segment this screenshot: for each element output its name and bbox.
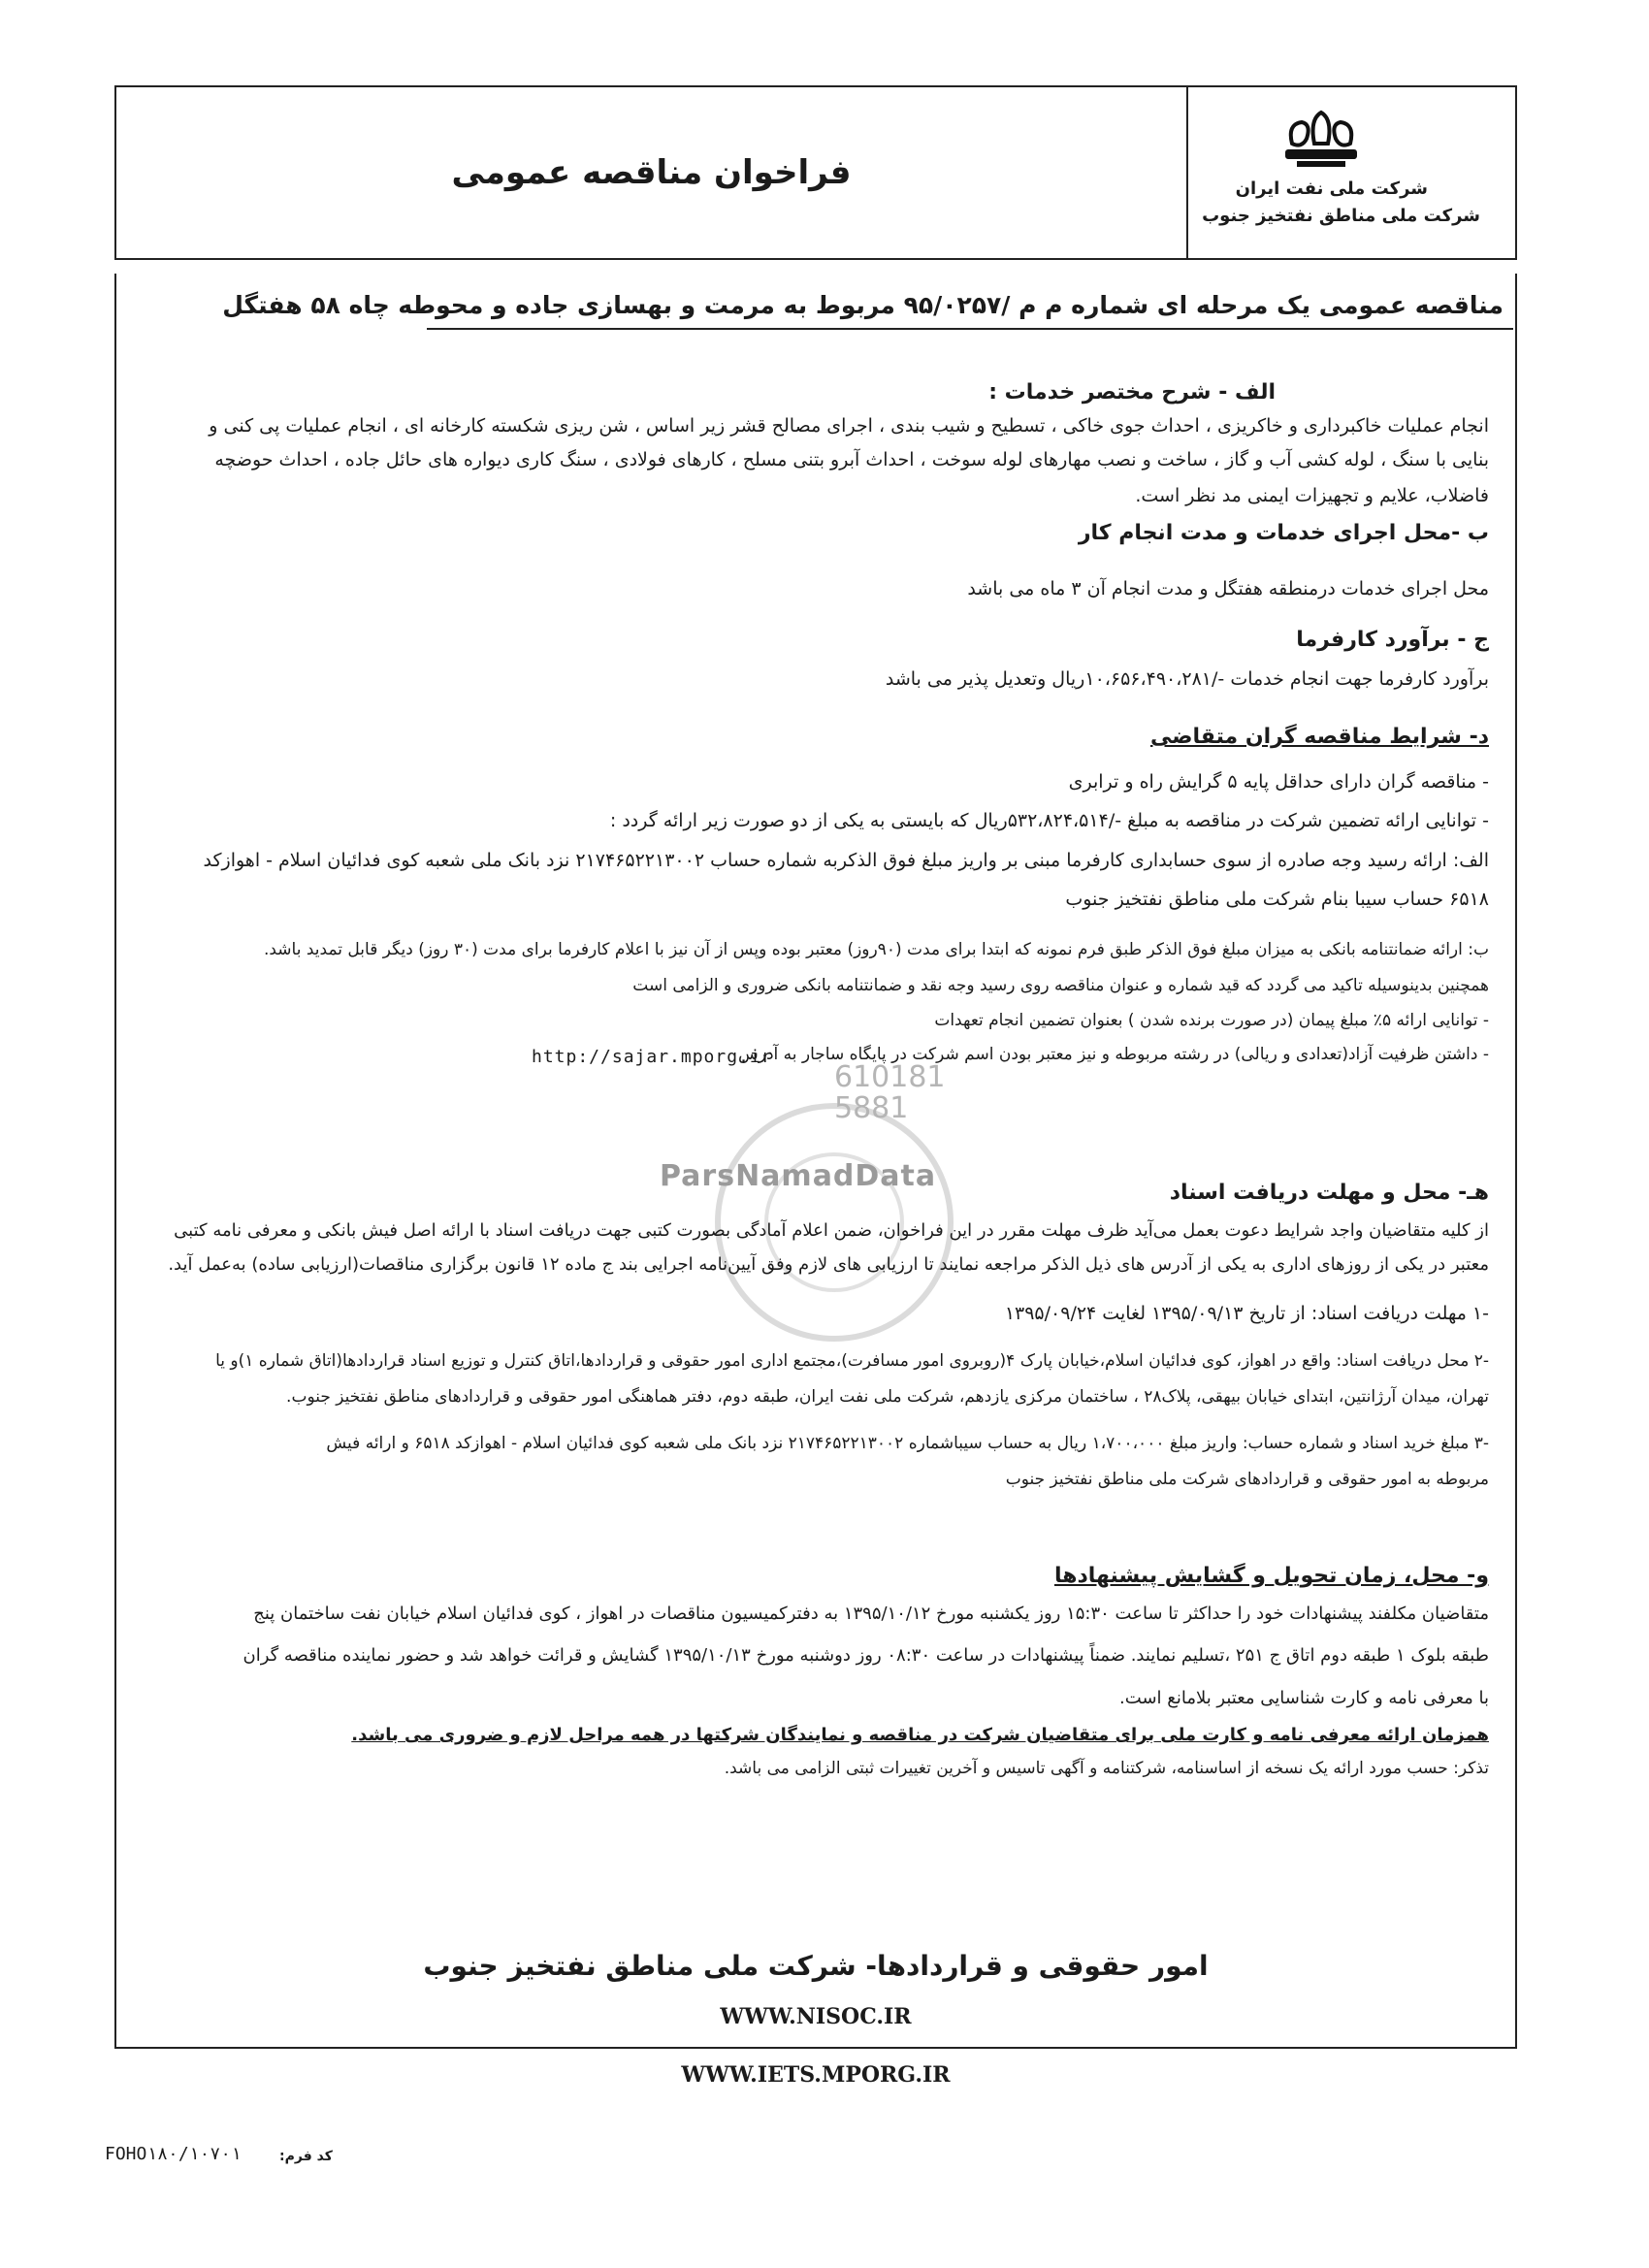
section-he-line-1: از کلیه متقاضیان واجد شرایط دعوت بعمل می‌آید ظرف مهلت مقرر در این فراخوان، ضمن اعلام آمادگی بصورت کتبی جهت دریافت اسناد با ارائه اصل فیش بانکی و معرفی نامه کتبی	[174, 1220, 1489, 1241]
section-c-heading: ج - برآورد کارفرما	[1296, 628, 1489, 652]
tender-subject: مناقصه عمومی یک مرحله ای شماره م م /۹۵/۰۲۵۷ مربوط به مرمت و بهسازی جاده و محوطه چاه ۵۸ هفتگل	[222, 291, 1504, 319]
section-d-item-4: - داشتن ظرفیت آزاد(تعدادی و ریالی) در رشته مربوطه و نیز معتبر بودن اسم شرکت در پایگاه ساجار به آدرس	[738, 1045, 1489, 1064]
org-name-nioc: شرکت ملی نفت ایران	[1235, 178, 1428, 199]
section-vav-heading: و- محل، زمان تحویل و گشایش پیشنهادها	[1053, 1564, 1489, 1588]
section-he-line-2: معتبر در یکی از روزهای اداری به یکی از آدرس های ذیل الذکر مراجعه نمایند تا ارزیابی های لازم وفق آیین‌نامه اجرایی بند ج ماده ۱۲ قانون برگزاری مناقصات(ارزیابی ساده) به‌عمل آید.	[168, 1254, 1489, 1275]
section-vav-reminder: تذکر: حسب مورد ارائه یک نسخه از اساسنامه، شرکتنامه و آگهی تاسیس و آخرین تغییرات ثبتی الزامی می باشد.	[724, 1759, 1489, 1778]
section-vav-line-2: طبقه بلوک ۱ طبقه دوم اتاق ج ۲۵۱ ،تسلیم نمایند. ضمناً پیشنهادات در ساعت ۰۸:۳۰ روز دوشنبه مورخ ۱۳۹۵/۱۰/۱۳ گشایش و قرائت خواهد شد و حضور نماینده مناقصه گران	[242, 1645, 1489, 1666]
section-he-item-2-line-2: تهران، میدان آرژانتین، ابتدای خیابان بیهقی، پلاک۲۸ ، ساختمان مرکزی یازدهم، شرکت ملی نفت ایران، طبقه دوم، دفتر هماهنگی امور حقوقی و قراردادهای مناطق نفتخیز جنوب.	[286, 1387, 1489, 1407]
watermark-number: 610181 5881	[834, 1060, 946, 1125]
section-vav-notice: همزمان ارائه معرفی نامه و کارت ملی برای متقاضیان شرکت در مناقصه و نمایندگان شرکتها در همه مراحل لازم و ضروری می باشد.	[351, 1725, 1489, 1745]
section-d-option-be-2: همچنین بدینوسیله تاکید می گردد که قید شماره و عنوان مناقصه روی رسید وجه نقد و ضمانتنامه بانکی ضروری و الزامی است	[632, 976, 1489, 995]
section-he-item-1: -۱ مهلت دریافت اسناد: از تاریخ ۱۳۹۵/۰۹/۱۳ لغایت ۱۳۹۵/۰۹/۲۴	[1004, 1303, 1489, 1324]
section-he-item-3-line-2: مربوطه به امور حقوقی و قراردادهای شرکت ملی مناطق نفتخیز جنوب	[1005, 1470, 1489, 1489]
document-title: فراخوان مناقصه عمومی	[451, 153, 852, 192]
watermark-brand: ParsNamadData	[660, 1159, 937, 1193]
org-name-nisoc: شرکت ملی مناطق نفتخیز جنوب	[1202, 206, 1480, 226]
section-d-option-be-1: ب: ارائه ضمانتنامه بانکی به میزان مبلغ فوق الذکر طبق فرم نمونه که ابتدا برای مدت (۹۰روز) معتبر بوده وپس از آن نیز با اعلام کارفرما برای مدت (۳۰ روز) دیگر قابل تمدید باشد.	[263, 940, 1489, 959]
subject-underline	[427, 328, 1513, 330]
section-d-item-2: - توانایی ارائه تضمین شرکت در مناقصه به مبلغ -/۵۳۲،۸۲۴،۵۱۴ریال که بایستی به یکی از دو صورت زیر ارائه گردد :	[609, 810, 1489, 831]
footer-url-nisoc: WWW.NISOC.IR	[720, 2004, 912, 2029]
section-vav-line-1: متقاضیان مکلفند پیشنهادات خود را حداکثر تا ساعت ۱۵:۳۰ روز یکشنبه مورخ ۱۳۹۵/۱۰/۱۲ به دفترکمیسیون مناقصات در اهواز ، کوی فدائیان اسلام خیابان نفت ساختمان پنج	[253, 1604, 1489, 1624]
section-d-heading: د- شرایط مناقصه گران متقاضی	[1149, 725, 1489, 749]
section-b-text: محل اجرای خدمات درمنطقه هفتگل و مدت انجام آن ۳ ماه می باشد	[967, 578, 1489, 599]
section-he-item-3-line-1: -۳ مبلغ خرید اسناد و شماره حساب: واریز مبلغ ۱،۷۰۰،۰۰۰ ریال به حساب سیباشماره ۲۱۷۴۶۵۲۲۱۳۰۰۲ نزد بانک ملی شعبه کوی فدائیان اسلام - اهوازکد ۶۵۱۸ و ارائه فیش	[326, 1434, 1489, 1453]
section-he-item-2-line-1: -۲ محل دریافت اسناد: واقع در اهواز، کوی فدائیان اسلام،خیابان پارک ۴(روبروی امور مسافرت)،مجتمع اداری امور حقوقی و قراردادها،اتاق کنترل و توزیع اسناد قراردادها(اتاق شماره ۱)و یا	[215, 1351, 1489, 1371]
form-code-label: کد فرم:	[279, 2149, 333, 2164]
section-a-heading: الف - شرح مختصر خدمات :	[988, 380, 1276, 405]
footer-department: امور حقوقی و قراردادها- شرکت ملی مناطق نفتخیز جنوب	[423, 1950, 1209, 1982]
section-d-item-1: - مناقصه گران دارای حداقل پایه ۵ گرایش راه و ترابری	[1068, 771, 1489, 793]
header-box	[114, 85, 1517, 260]
nioc-logo-icon	[1277, 105, 1365, 173]
company-logo-block	[1188, 87, 1515, 258]
sajar-url: http://sajar.mporg.ir	[532, 1047, 773, 1067]
form-code-value: FOHO۱۸۰/۱۰۷۰۱	[105, 2144, 242, 2164]
section-a-line-2: بنایی با سنگ ، لوله کشی آب و گاز ، ساخت و نصب مهارهای لوله سوخت ، احداث آبرو بتنی مسلح ، کارهای فولادی ، سنگ کاری دیواره های حائل جاده ، احداث حوضچه	[214, 449, 1489, 470]
footer-url-iets: WWW.IETS.MPORG.IR	[681, 2062, 951, 2088]
frame-bottom-rule	[114, 2047, 1517, 2049]
section-d-option-alef-2: ۶۵۱۸ حساب سیبا بنام شرکت ملی مناطق نفتخیز جنوب	[1065, 889, 1489, 910]
section-d-item-3: - توانایی ارائه ۵٪ مبلغ پیمان (در صورت برنده شدن ) بعنوان تضمین انجام تعهدات	[934, 1011, 1489, 1030]
section-d-option-alef-1: الف: ارائه رسید وجه صادره از سوی حسابداری کارفرما مبنی بر واریز مبلغ فوق الذکربه شماره حساب ۲۱۷۴۶۵۲۲۱۳۰۰۲ نزد بانک ملی شعبه کوی فدائیان اسلام - اهوازکد	[203, 850, 1489, 871]
section-a-line-3: فاضلاب، علایم و تجهیزات ایمنی مد نظر است.	[1135, 485, 1489, 506]
section-c-text: برآورد کارفرما جهت انجام خدمات -/۱۰،۶۵۶،۴۹۰،۲۸۱ریال وتعدیل پذیر می باشد	[885, 668, 1489, 690]
section-vav-line-3: با معرفی نامه و کارت شناسایی معتبر بلامانع است.	[1119, 1688, 1489, 1708]
section-a-line-1: انجام عملیات خاکبرداری و خاکریزی ، احداث جوی خاکی ، تسطیح و شیب بندی ، اجرای مصالح قشر زیر اساس ، شن ریزی شکسته کارخانه ای ، انجام عملیات پی کنی و	[209, 415, 1489, 437]
section-he-heading: هـ- محل و مهلت دریافت اسناد	[1169, 1181, 1489, 1205]
section-b-heading: ب -محل اجرای خدمات و مدت انجام کار	[1078, 521, 1489, 545]
